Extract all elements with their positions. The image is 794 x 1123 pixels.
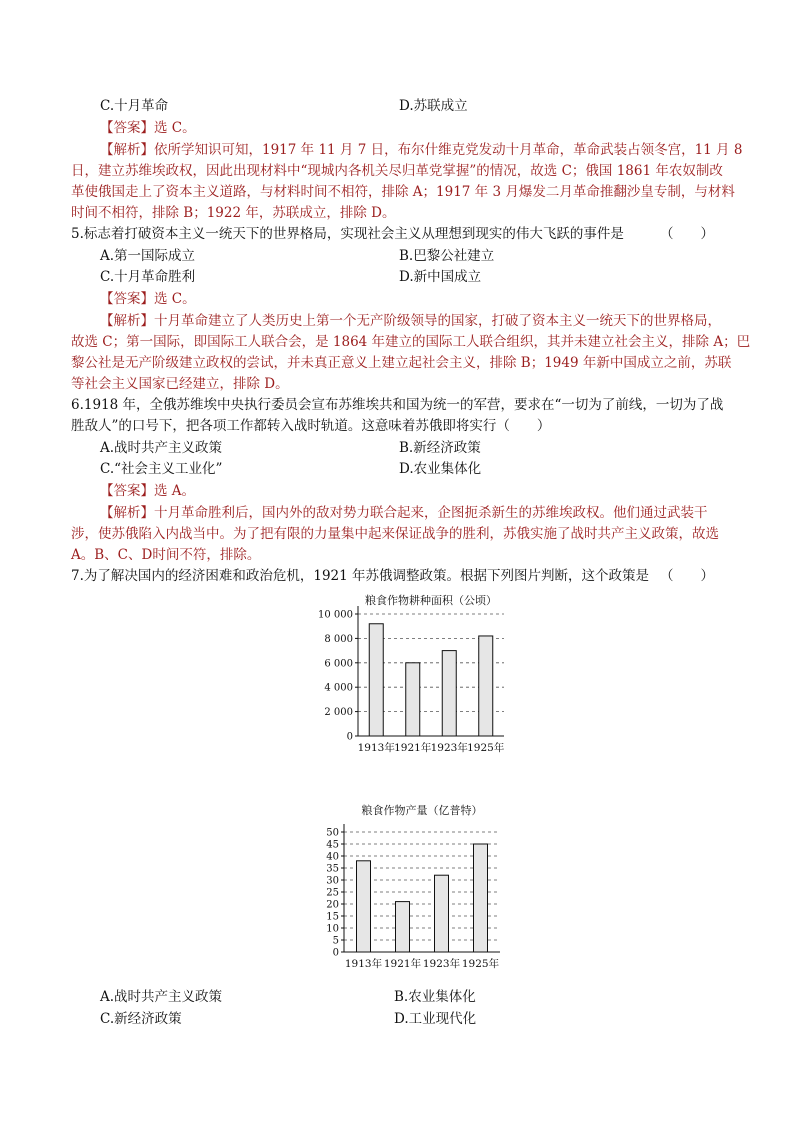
bar-1925年 bbox=[474, 844, 488, 952]
x-tick-label: 1923年 bbox=[422, 958, 461, 970]
chart-planting-area-svg bbox=[300, 590, 520, 770]
q7-option-c: C.新经济政策 bbox=[100, 1011, 182, 1027]
q6-analysis-line-1: 【解析】十月革命胜利后，国内外的敌对势力联合起来，企图扼杀新生的苏维埃政权。他们通过武装干 bbox=[100, 505, 708, 521]
y-tick-label: 6 000 bbox=[324, 658, 353, 670]
q4-analysis-line-2: 日，建立苏维埃政权，因此出现材料中“现城内各机关尽归革党掌握”的情况，故选 C；俄国 1861 年农奴制改 bbox=[71, 163, 723, 179]
q4-option-d: D.苏联成立 bbox=[399, 98, 468, 114]
q7-option-b: B.农业集体化 bbox=[394, 989, 476, 1005]
y-tick-label: 40 bbox=[326, 851, 339, 863]
q5-analysis-line-1: 【解析】十月革命建立了人类历史上第一个无产阶级领导的国家，打破了资本主义一统天下的世界格局， bbox=[100, 313, 721, 329]
y-tick-label: 35 bbox=[326, 863, 339, 875]
q5-option-a: A.第一国际成立 bbox=[100, 248, 196, 264]
y-tick-label: 10 bbox=[326, 923, 339, 935]
q5-stem: 5.标志着打破资本主义一统天下的世界格局，实现社会主义从理想到现实的伟大飞跃的事件是 bbox=[71, 226, 624, 242]
y-tick-label: 30 bbox=[326, 875, 339, 887]
y-tick-label: 0 bbox=[346, 731, 353, 743]
q6-stem-line-1: 6.1918 年，全俄苏维埃中央执行委员会宣布苏维埃共和国为统一的军营，要求在“一切为了前线，一切为了战 bbox=[71, 397, 724, 413]
q4-option-c: C.十月革命 bbox=[100, 98, 169, 114]
y-tick-label: 0 bbox=[332, 947, 339, 959]
x-tick-label: 1923年 bbox=[430, 742, 468, 754]
q6-option-c: C.“社会主义工业化” bbox=[100, 461, 223, 477]
q5-answer-paren: （ ） bbox=[660, 226, 714, 242]
x-tick-label: 1925年 bbox=[467, 742, 505, 754]
x-tick-label: 1921年 bbox=[383, 958, 422, 970]
chart-title: 粮食作物产量（亿普特） bbox=[361, 804, 483, 817]
y-tick-label: 8 000 bbox=[324, 633, 353, 645]
y-tick-label: 4 000 bbox=[324, 682, 353, 694]
y-tick-label: 50 bbox=[326, 827, 339, 839]
q4-analysis-line-1: 【解析】依所学知识可知，1917 年 11 月 7 日，布尔什维克党发动十月革命，革命武装占领冬宫，11 月 8 bbox=[100, 142, 743, 158]
q7-option-d: D.工业现代化 bbox=[394, 1011, 477, 1027]
q7-answer-paren: （ ） bbox=[660, 568, 714, 584]
q6-analysis-line-3: A。B、C、D时间不符，排除。 bbox=[71, 547, 261, 563]
x-tick-label: 1913年 bbox=[357, 742, 395, 754]
y-tick-label: 2 000 bbox=[324, 707, 353, 719]
q7-option-a: A.战时共产主义政策 bbox=[100, 989, 223, 1005]
y-tick-label: 45 bbox=[326, 839, 339, 851]
chart-title: 粮食作物耕种面积（公顷） bbox=[365, 594, 497, 607]
bar-1921年 bbox=[406, 663, 420, 736]
q6-stem-line-2: 胜敌人”的口号下，把各项工作都转入战时轨道。这意味着苏俄即将实行（ ） bbox=[71, 418, 551, 434]
chart-grain-output-svg bbox=[300, 800, 520, 980]
chart-grain-output bbox=[300, 800, 520, 980]
x-tick-label: 1913年 bbox=[344, 958, 383, 970]
q5-analysis-line-2: 故选 C；第一国际，即国际工人联合会，是 1864 年建立的国际工人联合组织，其并未建立社会主义，排除 A；巴 bbox=[71, 334, 751, 350]
q6-option-b: B.新经济政策 bbox=[399, 440, 481, 456]
chart-planting-area bbox=[300, 590, 520, 770]
y-tick-label: 10 000 bbox=[318, 609, 353, 621]
x-tick-label: 1925年 bbox=[461, 958, 500, 970]
bar-1913年 bbox=[369, 624, 383, 736]
q6-analysis-line-2: 涉，使苏俄陷入内战当中。为了把有限的力量集中起来保证战争的胜利，苏俄实施了战时共产主义政策，故选 bbox=[71, 526, 719, 542]
x-tick-label: 1921年 bbox=[394, 742, 432, 754]
q4-analysis-line-3: 革使俄国走上了资本主义道路，与材料时间不相符，排除 A；1917 年 3 月爆发二月革命推翻沙皇专制，与材料 bbox=[71, 184, 735, 200]
bar-1921年 bbox=[396, 902, 410, 952]
y-tick-label: 5 bbox=[332, 935, 339, 947]
q5-option-c: C.十月革命胜利 bbox=[100, 269, 196, 285]
y-tick-label: 15 bbox=[326, 911, 339, 923]
bar-1925年 bbox=[479, 636, 493, 736]
q5-analysis-line-3: 黎公社是无产阶级建立政权的尝试，并未真正意义上建立起社会主义，排除 B；1949 年新中国成立之前，苏联 bbox=[71, 355, 732, 371]
bar-1923年 bbox=[442, 651, 456, 736]
q5-analysis-line-4: 等社会主义国家已经建立，排除 D。 bbox=[71, 376, 289, 392]
q4-answer: 【答案】选 C。 bbox=[100, 120, 196, 136]
bar-1913年 bbox=[357, 861, 371, 952]
q5-answer: 【答案】选 C。 bbox=[100, 291, 196, 307]
q6-answer: 【答案】选 A。 bbox=[100, 483, 196, 499]
y-tick-label: 25 bbox=[326, 887, 339, 899]
q4-analysis-line-4: 时间不相符，排除 B；1922 年，苏联成立，排除 D。 bbox=[71, 205, 396, 221]
q7-stem: 7.为了解决国内的经济困难和政治危机，1921 年苏俄调整政策。根据下列图片判断，这个政策是 bbox=[71, 568, 650, 584]
q6-option-a: A.战时共产主义政策 bbox=[100, 440, 223, 456]
q6-option-d: D.农业集体化 bbox=[399, 461, 482, 477]
q5-option-d: D.新中国成立 bbox=[399, 269, 482, 285]
bar-1923年 bbox=[435, 875, 449, 952]
q5-option-b: B.巴黎公社建立 bbox=[399, 248, 495, 264]
y-tick-label: 20 bbox=[326, 899, 339, 911]
